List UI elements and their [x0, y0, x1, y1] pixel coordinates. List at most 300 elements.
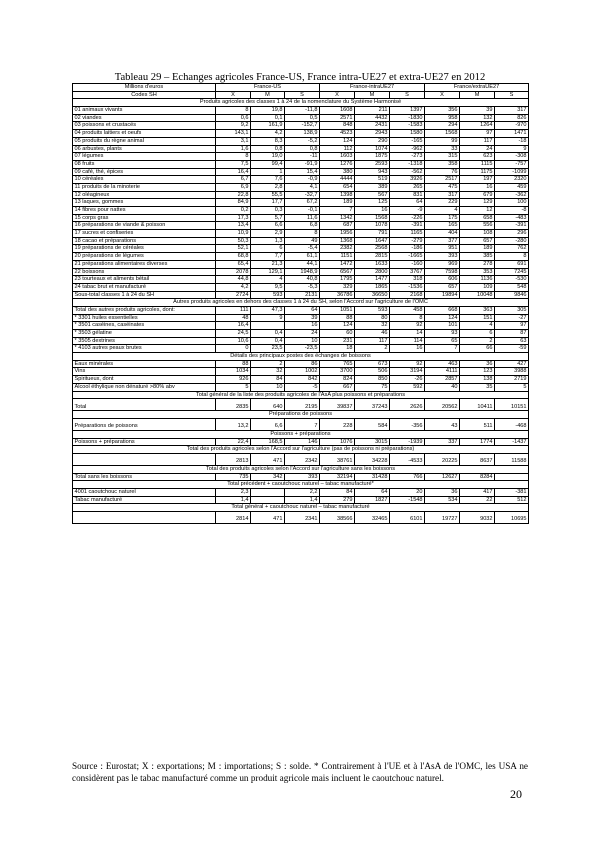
- value-cell: 342: [251, 473, 285, 481]
- value-cell: 55,5: [251, 191, 285, 199]
- row-label: 20 préparations de légumes: [73, 253, 216, 261]
- value-cell: 3926: [390, 176, 425, 184]
- value-cell: 3767: [390, 268, 425, 276]
- value-cell: 16: [355, 207, 390, 215]
- value-cell: 2195: [285, 399, 320, 411]
- value-cell: 22: [460, 496, 495, 504]
- value-cell: 1074: [355, 145, 390, 153]
- value-cell: 124: [320, 322, 355, 330]
- value-cell: 4523: [320, 130, 355, 138]
- group-header-extra-ue27: France/extraUE27: [425, 84, 529, 92]
- row-label: Total des autres produits agricoles, dont:: [73, 306, 216, 314]
- value-cell: 63: [495, 337, 529, 345]
- value-cell: 7: [425, 345, 460, 353]
- value-cell: 2078: [216, 268, 251, 276]
- value-cell: -483: [495, 214, 529, 222]
- section-header-row: [73, 299, 529, 307]
- value-cell: 86: [285, 360, 320, 368]
- value-cell: 2719: [495, 376, 529, 384]
- row-label: 22 boissons: [73, 268, 216, 276]
- row-label: 17 sucres et confiseries: [73, 230, 216, 238]
- value-cell: 7: [285, 418, 320, 430]
- row-label: 14 fibres pour nattes: [73, 207, 216, 215]
- section-header-row: [73, 504, 529, 512]
- value-cell: 691: [495, 260, 529, 268]
- value-cell: -1318: [390, 160, 425, 168]
- value-cell: 19727: [425, 512, 460, 524]
- value-cell: 305: [495, 306, 529, 314]
- value-cell: 791: [355, 230, 390, 238]
- col-header: M: [460, 91, 495, 99]
- value-cell: 138: [460, 376, 495, 384]
- value-cell: 657: [460, 237, 495, 245]
- value-cell: 6,9: [216, 183, 251, 191]
- row-label: 4001 caoutchouc naturel: [73, 489, 216, 497]
- table-row: [73, 276, 529, 284]
- value-cell: 4: [251, 276, 285, 284]
- value-cell: 8: [216, 107, 251, 115]
- trade-table: [72, 83, 529, 524]
- value-cell: -391: [390, 222, 425, 230]
- value-cell: 1827: [355, 496, 390, 504]
- value-cell: 100: [495, 199, 529, 207]
- value-cell: 623: [460, 153, 495, 161]
- value-cell: 1165: [390, 230, 425, 238]
- value-cell: 831: [390, 191, 425, 199]
- value-cell: 1471: [495, 130, 529, 138]
- value-cell: 138,9: [285, 130, 320, 138]
- value-cell: -160: [390, 260, 425, 268]
- value-cell: 2168: [390, 291, 425, 299]
- value-cell: 111: [216, 306, 251, 314]
- row-label: * 3301 huiles essentielles: [73, 314, 216, 322]
- value-cell: 2813: [216, 453, 251, 465]
- value-cell: -530: [495, 276, 529, 284]
- row-label: 04 produits laitiers et oeufs: [73, 130, 216, 138]
- value-cell: 679: [460, 191, 495, 199]
- value-cell: -11: [285, 153, 320, 161]
- value-cell: 7245: [495, 268, 529, 276]
- value-cell: 36650: [355, 291, 390, 299]
- row-label: Tabac manufacturé: [73, 496, 216, 504]
- row-label: 08 fruits: [73, 160, 216, 168]
- section-title: Total des produits agricoles selon l'Accord sur l'agriculture sans les boissons: [73, 465, 529, 473]
- value-cell: 0,5: [285, 114, 320, 122]
- value-cell: 0,4: [251, 330, 285, 338]
- value-cell: 97: [460, 130, 495, 138]
- value-cell: 1,6: [216, 145, 251, 153]
- value-cell: 3988: [495, 368, 529, 376]
- value-cell: 32194: [320, 473, 355, 481]
- value-cell: 50,3: [216, 237, 251, 245]
- row-label: 15 corps gras: [73, 214, 216, 222]
- value-cell: 6: [460, 330, 495, 338]
- section-title: Total des produits agricoles selon l'Accord sur l'agriculture (pas de poissons ni préparations): [73, 446, 529, 454]
- value-cell: 519: [355, 176, 390, 184]
- row-label: 13 laques, gommes: [73, 199, 216, 207]
- row-label: 01 animaux vivants: [73, 107, 216, 115]
- value-cell: 97: [495, 322, 529, 330]
- value-cell: 2943: [355, 130, 390, 138]
- row-label: [73, 453, 216, 465]
- header-row-cols: [73, 91, 529, 99]
- value-cell: 143,1: [216, 130, 251, 138]
- value-cell: 363: [460, 306, 495, 314]
- value-cell: 76: [425, 168, 460, 176]
- value-cell: 117: [460, 137, 495, 145]
- table-body: [73, 84, 529, 524]
- section-header-row: [73, 411, 529, 419]
- value-cell: -308: [495, 153, 529, 161]
- value-cell: 826: [495, 114, 529, 122]
- table-row: [73, 473, 529, 481]
- table-row: [73, 222, 529, 230]
- value-cell: 6567: [320, 268, 355, 276]
- value-cell: 10048: [460, 291, 495, 299]
- value-cell: 88: [320, 314, 355, 322]
- value-cell: 48: [216, 314, 251, 322]
- table-row: [73, 183, 529, 191]
- value-cell: 64: [390, 199, 425, 207]
- table-row: [73, 383, 529, 391]
- value-cell: 958: [425, 114, 460, 122]
- value-cell: 108: [460, 230, 495, 238]
- table-row: [73, 337, 529, 345]
- value-cell: 1608: [320, 107, 355, 115]
- value-cell: -1583: [390, 122, 425, 130]
- value-cell: 117: [355, 337, 390, 345]
- row-label: * 3503 gélatine: [73, 330, 216, 338]
- table-row: [73, 268, 529, 276]
- row-label: 11 produits de la minoterie: [73, 183, 216, 191]
- value-cell: 2571: [320, 114, 355, 122]
- value-cell: 1151: [320, 253, 355, 261]
- value-cell: 548: [495, 283, 529, 291]
- value-cell: 279: [320, 496, 355, 504]
- value-cell: 5: [495, 383, 529, 391]
- value-cell: -1099: [495, 168, 529, 176]
- section-title: Détails des principaux postes des échanges de boissons: [73, 353, 529, 361]
- value-cell: 4,2: [216, 283, 251, 291]
- value-cell: 1774: [460, 438, 495, 446]
- value-cell: 125: [355, 199, 390, 207]
- value-cell: 146: [285, 438, 320, 446]
- value-cell: 459: [495, 183, 529, 191]
- table-row: [73, 330, 529, 338]
- value-cell: 39837: [320, 399, 355, 411]
- value-cell: 8,3: [251, 137, 285, 145]
- table-row: [73, 153, 529, 161]
- value-cell: 32: [355, 322, 390, 330]
- value-cell: 22,4: [216, 438, 251, 446]
- value-cell: 87: [495, 330, 529, 338]
- row-label: 02 viandes: [73, 114, 216, 122]
- value-cell: 9032: [460, 512, 495, 524]
- value-cell: 7,6: [251, 176, 285, 184]
- value-cell: 12627: [425, 473, 460, 481]
- table-row: [73, 214, 529, 222]
- col-header: S: [285, 91, 320, 99]
- value-cell: 16,4: [216, 168, 251, 176]
- value-cell: [251, 496, 285, 504]
- table-row: [73, 237, 529, 245]
- value-cell: [251, 489, 285, 497]
- table-row: [73, 130, 529, 138]
- value-cell: -186: [390, 245, 425, 253]
- page-number: 20: [510, 787, 522, 801]
- value-cell: 9: [495, 145, 529, 153]
- value-cell: 32: [251, 368, 285, 376]
- value-cell: 1,4: [216, 496, 251, 504]
- value-cell: 24,5: [216, 330, 251, 338]
- table-row: [73, 345, 529, 353]
- value-cell: 766: [390, 473, 425, 481]
- value-cell: 10411: [460, 399, 495, 411]
- value-cell: -9: [390, 207, 425, 215]
- value-cell: 850: [355, 376, 390, 384]
- value-cell: 19,8: [251, 107, 285, 115]
- section-title: Autres produits agricoles en dehors des classes 1 à 24 du SH, selon l'Accord sur l'agriculture de l'OMC: [73, 299, 529, 307]
- value-cell: 2320: [495, 176, 529, 184]
- value-cell: -356: [390, 418, 425, 430]
- row-label: 03 poissons et crustacés: [73, 122, 216, 130]
- value-cell: 132: [460, 114, 495, 122]
- row-label: Poissons + préparations: [73, 438, 216, 446]
- value-cell: 7598: [425, 268, 460, 276]
- value-cell: 593: [251, 291, 285, 299]
- value-cell: 67,2: [285, 199, 320, 207]
- value-cell: -5,4: [285, 245, 320, 253]
- value-cell: 231: [320, 337, 355, 345]
- value-cell: 1956: [320, 230, 355, 238]
- value-cell: 848: [320, 122, 355, 130]
- value-cell: 11588: [495, 453, 529, 465]
- row-label: 18 cacao et préparations: [73, 237, 216, 245]
- value-cell: 511: [460, 418, 495, 430]
- value-cell: -381: [495, 489, 529, 497]
- value-cell: 1397: [390, 107, 425, 115]
- value-cell: 44,8: [216, 276, 251, 284]
- value-cell: -1548: [390, 496, 425, 504]
- value-cell: 1568: [355, 214, 390, 222]
- value-cell: 2857: [425, 376, 460, 384]
- row-label: Eaux minérales: [73, 360, 216, 368]
- value-cell: 358: [425, 160, 460, 168]
- value-cell: 2431: [355, 122, 390, 130]
- value-cell: 7,5: [216, 160, 251, 168]
- value-cell: 37243: [355, 399, 390, 411]
- value-cell: 337: [425, 438, 460, 446]
- value-cell: 4432: [355, 114, 390, 122]
- table-row: [73, 245, 529, 253]
- value-cell: 99: [425, 137, 460, 145]
- value-cell: -362: [495, 191, 529, 199]
- col-header: X: [425, 91, 460, 99]
- value-cell: 534: [425, 496, 460, 504]
- value-cell: 4111: [425, 368, 460, 376]
- value-cell: 1076: [320, 438, 355, 446]
- value-cell: 1603: [320, 153, 355, 161]
- value-cell: 16: [390, 345, 425, 353]
- value-cell: 1051: [320, 306, 355, 314]
- value-cell: 475: [425, 183, 460, 191]
- value-cell: 20225: [425, 453, 460, 465]
- value-cell: 1: [251, 168, 285, 176]
- value-cell: 1472: [320, 260, 355, 268]
- section-title: Total général de la liste des produits agricoles de l'AsA plus poissons et préparations: [73, 391, 529, 399]
- table-title: Tableau 29 – Echanges agricoles France-US, France intra-UE27 et extra-UE27 en 2012: [114, 72, 486, 83]
- value-cell: -0,9: [285, 176, 320, 184]
- value-cell: 129: [460, 199, 495, 207]
- value-cell: 1477: [355, 276, 390, 284]
- value-cell: -757: [495, 160, 529, 168]
- value-cell: 40,8: [285, 276, 320, 284]
- value-cell: 189: [460, 245, 495, 253]
- value-cell: 1175: [460, 168, 495, 176]
- value-cell: 356: [425, 107, 460, 115]
- value-cell: 1264: [460, 122, 495, 130]
- value-cell: -59: [495, 345, 529, 353]
- value-cell: 46: [355, 330, 390, 338]
- col-header: X: [320, 91, 355, 99]
- value-cell: 15,4: [285, 168, 320, 176]
- value-cell: 129,1: [251, 268, 285, 276]
- value-cell: -962: [390, 145, 425, 153]
- value-cell: 211: [355, 107, 390, 115]
- row-label: 16 préparations de viande & poisson: [73, 222, 216, 230]
- value-cell: -970: [495, 122, 529, 130]
- value-cell: 1078: [355, 222, 390, 230]
- value-cell: 64: [285, 306, 320, 314]
- table-row: [73, 260, 529, 268]
- value-cell: 38566: [320, 512, 355, 524]
- value-cell: 8: [495, 253, 529, 261]
- value-cell: -226: [390, 214, 425, 222]
- value-cell: 1034: [216, 368, 251, 376]
- value-cell: 197: [460, 176, 495, 184]
- table-row: [73, 368, 529, 376]
- value-cell: 657: [425, 283, 460, 291]
- value-cell: 2: [460, 337, 495, 345]
- value-cell: 10695: [495, 512, 529, 524]
- value-cell: 93: [425, 330, 460, 338]
- value-cell: 35: [460, 383, 495, 391]
- value-cell: [251, 322, 285, 330]
- value-cell: 3700: [320, 368, 355, 376]
- value-cell: 61,1: [285, 253, 320, 261]
- value-cell: 427: [495, 360, 529, 368]
- value-cell: 60: [320, 330, 355, 338]
- value-cell: 32465: [355, 512, 390, 524]
- value-cell: 36: [460, 360, 495, 368]
- value-cell: 471: [251, 512, 285, 524]
- value-cell: 84: [320, 489, 355, 497]
- value-cell: 124: [320, 137, 355, 145]
- value-cell: -562: [390, 168, 425, 176]
- row-label: 24 tabac brut et manufacturé: [73, 283, 216, 291]
- value-cell: 567: [355, 191, 390, 199]
- value-cell: 1795: [320, 276, 355, 284]
- value-cell: 317: [495, 107, 529, 115]
- section-header-row: [73, 481, 529, 489]
- value-cell: 65,4: [216, 260, 251, 268]
- value-cell: 0,8: [285, 145, 320, 153]
- value-cell: 10: [285, 337, 320, 345]
- table-row: [73, 376, 529, 384]
- source-note: Source : Eurostat; X : exportations; M : importations; S : solde. * Contrairement à l'UE et à l'AsA de l'OMC, les USA ne considèrent pas le tabac manufacturé comme un produit agricole mais incluent le caoutchouc naturel.: [72, 761, 528, 783]
- value-cell: 606: [425, 276, 460, 284]
- row-label: 10 céréales: [73, 176, 216, 184]
- value-cell: 404: [425, 230, 460, 238]
- row-label: 09 café, thé, épices: [73, 168, 216, 176]
- table-row: [73, 145, 529, 153]
- table-row: [73, 489, 529, 497]
- value-cell: 8637: [460, 453, 495, 465]
- value-cell: 315: [425, 153, 460, 161]
- value-cell: 49: [285, 237, 320, 245]
- value-cell: 8: [390, 314, 425, 322]
- value-cell: 33: [425, 145, 460, 153]
- row-label: Spiritueux, dont: [73, 376, 216, 384]
- value-cell: 0,2: [216, 207, 251, 215]
- value-cell: 294: [425, 122, 460, 130]
- value-cell: 2341: [285, 512, 320, 524]
- value-cell: 2: [355, 345, 390, 353]
- value-cell: 296: [495, 230, 529, 238]
- value-cell: -1939: [390, 438, 425, 446]
- value-cell: 6101: [390, 512, 425, 524]
- section-title: Préparations de poissons: [73, 411, 529, 419]
- value-cell: 6: [251, 245, 285, 253]
- row-label: 07 légumes: [73, 153, 216, 161]
- value-cell: 9846: [495, 291, 529, 299]
- value-cell: 5: [216, 383, 251, 391]
- value-cell: 2517: [425, 176, 460, 184]
- value-cell: 1002: [285, 368, 320, 376]
- value-cell: 1568: [425, 130, 460, 138]
- value-cell: 4444: [320, 176, 355, 184]
- value-cell: 765: [320, 360, 355, 368]
- value-cell: 668: [425, 306, 460, 314]
- value-cell: -0,1: [285, 207, 320, 215]
- table-row: [73, 314, 529, 322]
- row-label: * 4103 autres peaux brutes: [73, 345, 216, 353]
- value-cell: 17,7: [251, 199, 285, 207]
- value-cell: 1865: [355, 283, 390, 291]
- value-cell: 0,1: [251, 114, 285, 122]
- value-cell: 6,6: [251, 418, 285, 430]
- value-cell: 161,9: [251, 122, 285, 130]
- value-cell: 38761: [320, 453, 355, 465]
- value-cell: 762: [495, 245, 529, 253]
- value-cell: 92: [390, 360, 425, 368]
- value-cell: 16,4: [216, 322, 251, 330]
- table-row: [73, 306, 529, 314]
- value-cell: 228: [320, 418, 355, 430]
- value-cell: 2724: [216, 291, 251, 299]
- value-cell: 1368: [320, 237, 355, 245]
- value-cell: 19894: [425, 291, 460, 299]
- value-cell: 24: [285, 330, 320, 338]
- value-cell: 584: [355, 418, 390, 430]
- value-cell: 824: [320, 376, 355, 384]
- value-cell: 92: [390, 322, 425, 330]
- row-label: Sous-total classes 1 à 24 du SH: [73, 291, 216, 299]
- value-cell: -1437: [495, 438, 529, 446]
- table-row: [73, 399, 529, 411]
- value-cell: 2835: [216, 399, 251, 411]
- value-cell: 4: [460, 322, 495, 330]
